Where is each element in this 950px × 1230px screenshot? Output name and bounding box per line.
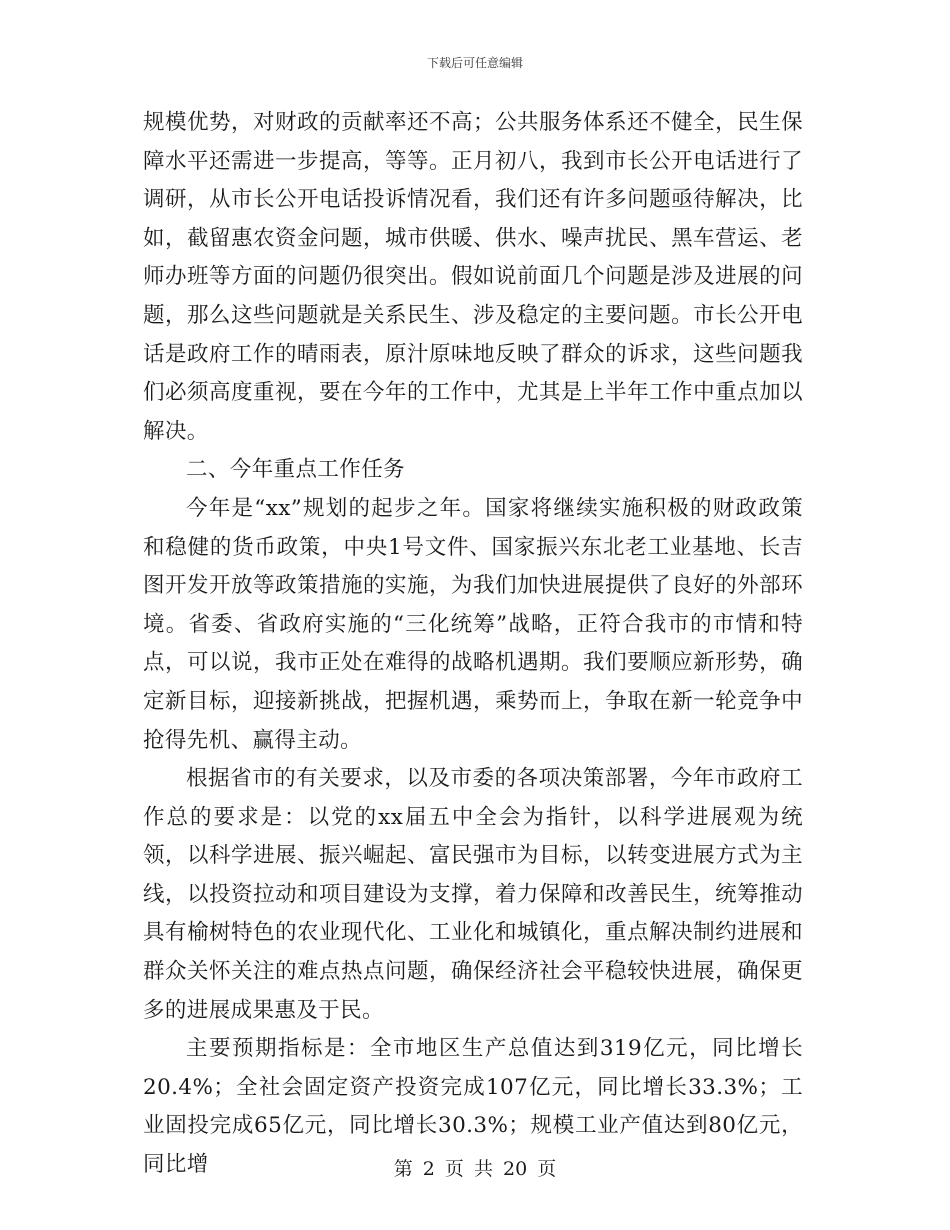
paragraph-continued: 规模优势，对财政的贡献率还不高；公共服务体系还不健全，民生保障水平还需进一步提高，等等。正月初八，我到市长公开电话进行了调研，从市长公开电话投诉情况看，我们还有许多问题亟待解决，比如，截留惠农资金问题，城市供暖、供水、噪声扰民、黑车营运、老师办班等方面的问题仍很突出。假如说前面几个问题是涉及进展的问题，那么这些问题就是关系民生、涉及稳定的主要问题。市长公开电话是政府工作的晴雨表，原汁原味地反映了群众的诉求，这些问题我们必须高度重视，要在今年的工作中，尤其是上半年工作中重点加以解决。 <box>143 110 803 444</box>
paragraph: 今年是“xx”规划的起步之年。国家将继续实施积极的财政政策和稳健的货币政策，中央1号文件、国家振兴东北老工业基地、长吉图开发开放等政策措施的实施，为我们加快进展提供了良好的外部环境。省委、省政府实施的“三化统筹”战略，正符合我市的市情和特点，可以说，我市正处在难得的战略机遇期。我们要顺应新形势，确定新目标，迎接新挑战，把握机遇，乘势而上，争取在新一轮竞争中抢得先机、赢得主动。 <box>143 495 803 753</box>
paragraph: 主要预期指标是：全市地区生产总值达到319亿元，同比增长20.4%；全社会固定资产投资完成107亿元，同比增长33.3%；工业固投完成65亿元，同比增长30.3%；规模工业产值达到80亿元，同比增 <box>143 1036 803 1178</box>
page-number-footer: 第 2 页 共 20 页 <box>393 1158 557 1180</box>
section-heading: 二、今年重点工作任务 <box>186 457 406 483</box>
page-header: 下载后可任意编辑 <box>426 56 523 70</box>
paragraph: 根据省市的有关要求，以及市委的各项决策部署，今年市政府工作总的要求是：以党的xx届五中全会为指针，以科学进展观为统领，以科学进展、振兴崛起、富民强市为目标，以转变进展方式为主线，以投资拉动和项目建设为支撑，着力保障和改善民生，统筹推动具有榆树特色的农业现代化、工业化和城镇化，重点解决制约进展和群众关怀关注的难点热点问题，确保经济社会平稳较快进展，确保更多的进展成果惠及于民。 <box>143 766 803 1023</box>
document-body <box>143 104 803 1185</box>
